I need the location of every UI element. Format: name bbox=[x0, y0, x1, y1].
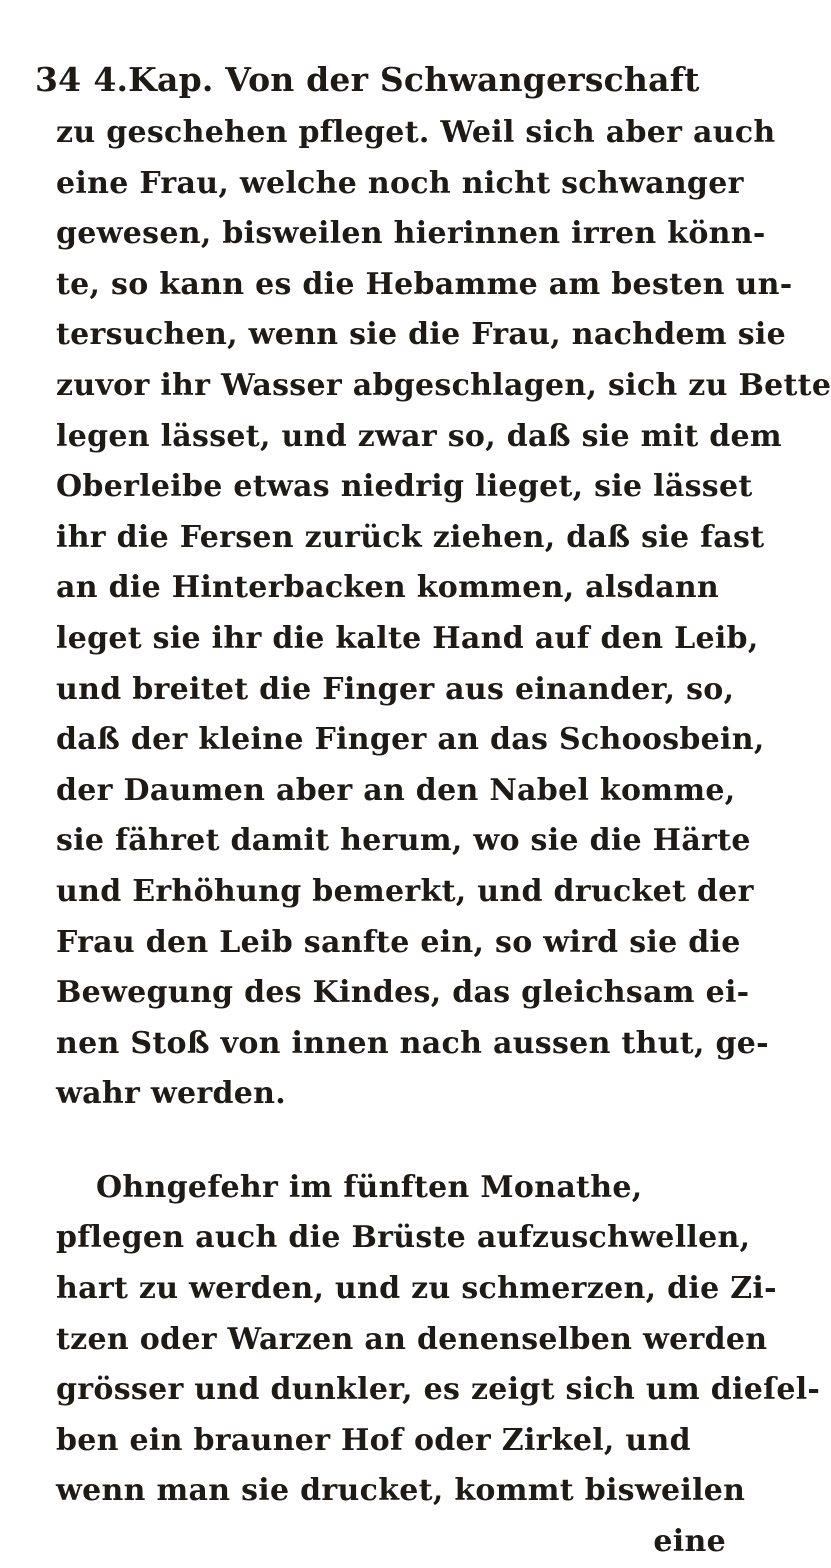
text-line: ihr die Fersen zurück ziehen, daß sie fast bbox=[56, 519, 765, 555]
text-line: tersuchen, wenn sie die Frau, nachdem sie bbox=[56, 317, 786, 353]
text-line: und Erhöhung bemerkt, und drucket der bbox=[56, 873, 754, 909]
text-line: tzen oder Warzen an denenselben werden bbox=[56, 1321, 768, 1357]
text-line: pflegen auch die Brüste aufzuschwellen, bbox=[56, 1220, 751, 1256]
text-line: gewesen, bisweilen hierinnen irren könn- bbox=[56, 216, 766, 252]
text-line: an die Hinterbacken kommen, alsdann bbox=[56, 570, 720, 606]
text-line: Oberleibe etwas niedrig lieget, sie lässet bbox=[56, 469, 753, 505]
paragraph-gap bbox=[56, 1120, 786, 1163]
text-line: Ohngefehr im fünften Monathe, bbox=[96, 1169, 643, 1205]
text-line: und breitet die Finger aus einander, so, bbox=[56, 671, 735, 707]
text-line: hart zu werden, und zu schmerzen, die Zi- bbox=[56, 1271, 777, 1307]
text-line: legen lässet, und zwar so, daß sie mit dem bbox=[56, 418, 782, 454]
text-line: leget sie ihr die kalte Hand auf den Leib, bbox=[56, 620, 759, 656]
text-line: zuvor ihr Wasser abgeschlagen, sich zu Bette bbox=[56, 367, 831, 403]
text-line: zu geschehen pfleget. Weil sich aber auch bbox=[56, 115, 776, 150]
paragraph-1 bbox=[56, 108, 831, 1120]
catchword: eine bbox=[653, 1524, 726, 1560]
page-number: 34 bbox=[35, 60, 82, 99]
text-line: eine Frau, welche noch nicht schwanger bbox=[56, 165, 744, 201]
text-line: wenn man sie drucket, kommt bisweilen bbox=[56, 1473, 746, 1509]
page-header bbox=[35, 60, 775, 110]
text-line: Bewegung des Kindes, das gleichsam ei- bbox=[56, 975, 750, 1011]
text-line: Frau den Leib sanfte ein, so wird sie die bbox=[56, 924, 741, 960]
text-line: daß der kleine Finger an das Schoosbein, bbox=[56, 722, 765, 758]
paragraph-2 bbox=[56, 1163, 821, 1517]
text-line: wahr werden. bbox=[56, 1076, 286, 1112]
text-line: ben ein brauner Hof oder Zirkel, und bbox=[56, 1422, 691, 1458]
text-line: der Daumen aber an den Nabel komme, bbox=[56, 772, 736, 808]
text-line: nen Stoß von innen nach aussen thut, ge- bbox=[56, 1025, 769, 1061]
text-line: grösser und dunkler, es zeigt sich um dieſel- bbox=[56, 1372, 821, 1408]
running-title: 4.Kap. Von der Schwangerschaft bbox=[93, 60, 700, 99]
text-line: sie fähret damit herum, wo sie die Härte bbox=[56, 823, 751, 859]
text-line: te, so kann es die Hebamme am besten un- bbox=[56, 266, 793, 302]
body-text bbox=[56, 108, 831, 1568]
